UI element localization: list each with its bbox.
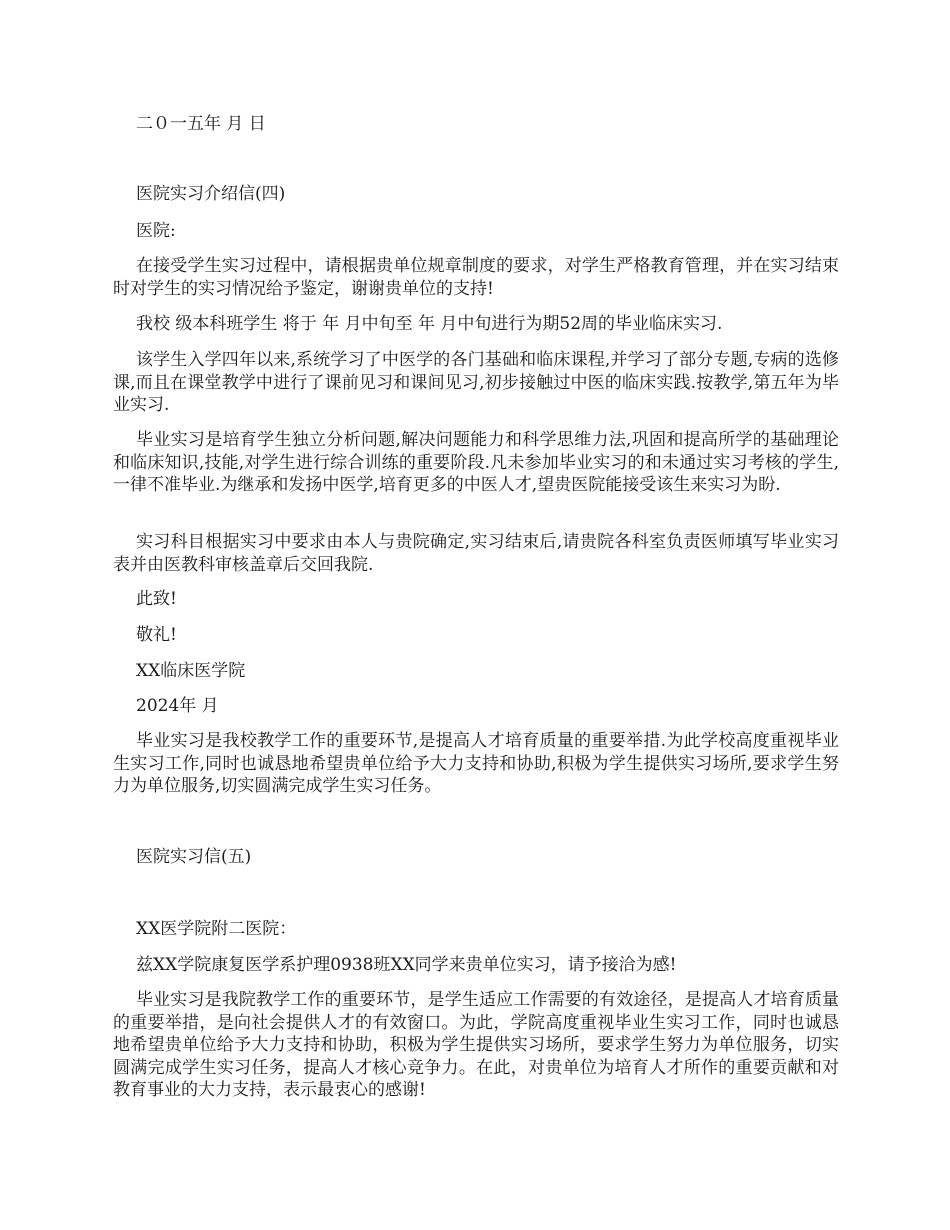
- letter4-sign-date: 2024年 月: [136, 696, 219, 716]
- letter4-paragraph-1: 在接受学生实习过程中，请根据贵单位规章制度的要求，对学生严格教育管理，并在实习结束时对学生的实习情况给予鉴定，谢谢贵单位的支持!: [113, 256, 839, 299]
- letter5-salutation: XX医学院附二医院：: [136, 919, 297, 939]
- date-line: 二０一五年 月 日: [136, 114, 266, 134]
- letter4-closing-2: 敬礼!: [136, 625, 177, 645]
- letter4-paragraph-5: 实习科目根据实习中要求由本人与贵院确定,实习结束后,请贵院各科室负责医师填写毕业实习表并由医教科审核盖章后交回我院.: [113, 532, 839, 575]
- letter5-paragraph-2: 毕业实习是我院教学工作的重要环节，是学生适应工作需要的有效途径，是提高人才培育质量的重要举措，是向社会提供人才的有效窗口。为此，学院高度重视毕业生实习工作，同时也诚恳地希望贵单位给予大力支持和协助，积极为学生提供实习场所，要求学生努力为单位服务，切实圆满完成学生实习任务，提高人才核心竞争力。在此，对贵单位为培育人才所作的重要贡献和对教育事业的大力支持，表示最衷心的感谢!: [113, 990, 839, 1100]
- letter4-salutation: 医院:: [136, 221, 176, 241]
- letter5-paragraph-1: 兹XX学院康复医学系护理0938班XX同学来贵单位实习，请予接洽为感!: [136, 955, 677, 975]
- letter4-paragraph-2: 我校 级本科班学生 将于 年 月中旬至 年 月中旬进行为期52周的毕业临床实习.: [136, 314, 723, 334]
- letter4-signature: XX临床医学院: [136, 661, 246, 681]
- letter4-closing-1: 此致!: [136, 589, 177, 609]
- letter4-paragraph-6: 毕业实习是我校教学工作的重要环节,是提高人才培育质量的重要举措.为此学校高度重视毕业生实习工作,同时也诚恳地希望贵单位给予大力支持和协助,积极为学生提供实习场所,要求学生努力为单位服务,切实圆满完成学生实习任务。: [113, 731, 839, 796]
- letter4-paragraph-3: 该学生入学四年以来,系统学习了中医学的各门基础和临床课程,并学习了部分专题,专病的选修课,而且在课堂教学中进行了课前见习和课间见习,初步接触过中医的临床实践.按教学,第五年为毕业实习.: [113, 350, 839, 415]
- letter5-title: 医院实习信(五): [136, 847, 252, 867]
- letter4-paragraph-4: 毕业实习是培育学生独立分析问题,解决问题能力和科学思维力法,巩固和提高所学的基础理论和临床知识,技能,对学生进行综合训练的重要阶段.凡未参加毕业实习的和未通过实习考核的学生,一律不准毕业.为继承和发扬中医学,培育更多的中医人才,望贵医院能接受该生来实习为盼.: [113, 430, 839, 495]
- letter4-title: 医院实习介绍信(四): [136, 184, 286, 204]
